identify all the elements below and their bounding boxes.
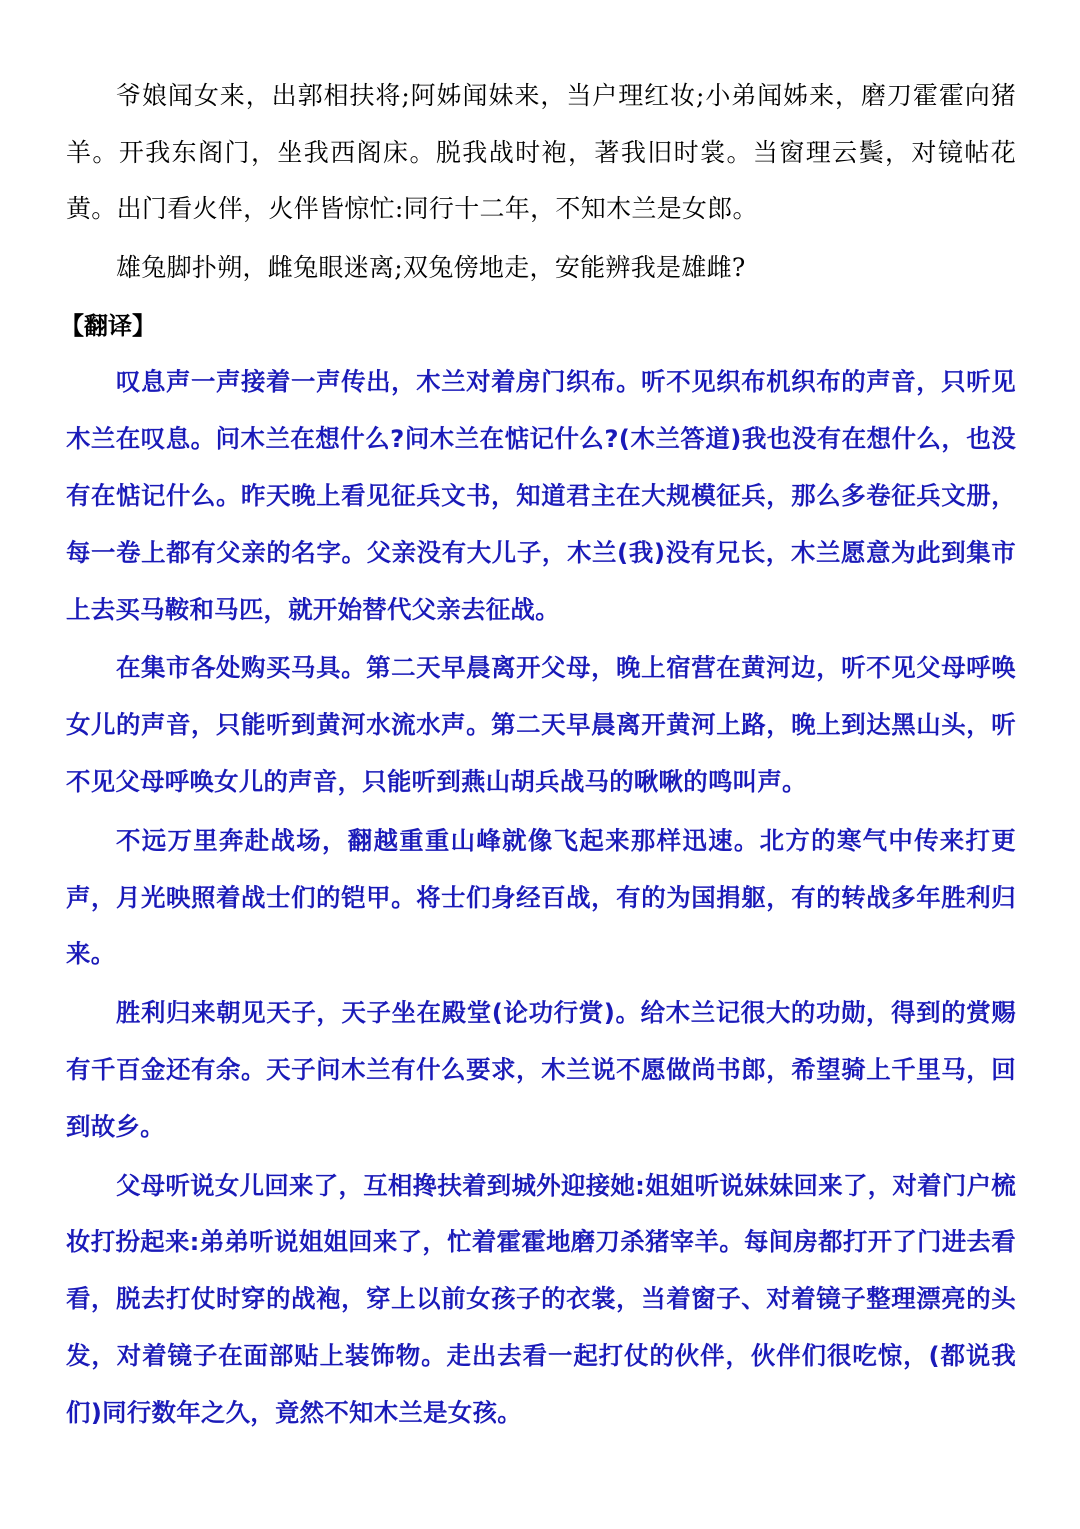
translation-paragraph-4: 胜利归来朝见天子，天子坐在殿堂(论功行赏)。给木兰记很大的功勋，得到的赏赐有千百金还有余。天子问木兰有什么要求，木兰说不愿做尚书郎，希望骑上千里马，回到故乡。 bbox=[66, 998, 1016, 1141]
document-page bbox=[60, 68, 1017, 1444]
translation-paragraph-2: 在集市各处购买马具。第二天早晨离开父母，晚上宿营在黄河边，听不见父母呼唤女儿的声音，只能听到黄河水流水声。第二天早晨离开黄河上路，晚上到达黑山头，听不见父母呼唤女儿的声音，只能听到燕山胡兵战马的啾啾的鸣叫声。 bbox=[66, 653, 1016, 796]
translation-heading: 【翻译】 bbox=[60, 312, 156, 341]
translation-paragraph-3: 不远万里奔赴战场，翻越重重山峰就像飞起来那样迅速。北方的寒气中传来打更声，月光映照着战士们的铠甲。将士们身经百战，有的为国捐躯，有的转战多年胜利归来。 bbox=[66, 825, 1016, 969]
original-paragraph-2: 雄兔脚扑朔，雌兔眼迷离;双兔傍地走，安能辨我是雄雌? bbox=[116, 252, 746, 282]
translation-paragraph-1: 叹息声一声接着一声传出，木兰对着房门织布。听不见织布机织布的声音，只听见木兰在叹息。问木兰在想什么?问木兰在惦记什么?(木兰答道)我也没有在想什么，也没有在惦记什么。昨天晚上看见征兵文书，知道君主在大规模征兵，那么多卷征兵文册，每一卷上都有父亲的名字。父亲没有大儿子，木兰(我)没有兄长，木兰愿意为此到集市上去买马鞍和马匹，就开始替代父亲去征战。 bbox=[66, 367, 1017, 624]
original-paragraph-1: 爷娘闻女来，出郭相扶将;阿姊闻妹来，当户理红妆;小弟闻姊来，磨刀霍霍向猪羊。开我东阁门，坐我西阁床。脱我战时袍，著我旧时裳。当窗理云鬓，对镜帖花黄。出门看火伴，火伴皆惊忙:同行十二年，不知木兰是女郎。 bbox=[66, 81, 1016, 224]
translation-paragraph-5: 父母听说女儿回来了，互相搀扶着到城外迎接她:姐姐听说妹妹回来了，对着门户梳妆打扮起来:弟弟听说姐姐回来了，忙着霍霍地磨刀杀猪宰羊。每间房都打开了门进去看看，脱去打仗时穿的战袍，穿上以前女孩子的衣裳，当着窗子、对着镜子整理漂亮的头发，对着镜子在面部贴上装饰物。走出去看一起打仗的伙伴，伙伴们很吃惊，(都说我们)同行数年之久，竟然不知木兰是女孩。 bbox=[66, 1170, 1016, 1427]
